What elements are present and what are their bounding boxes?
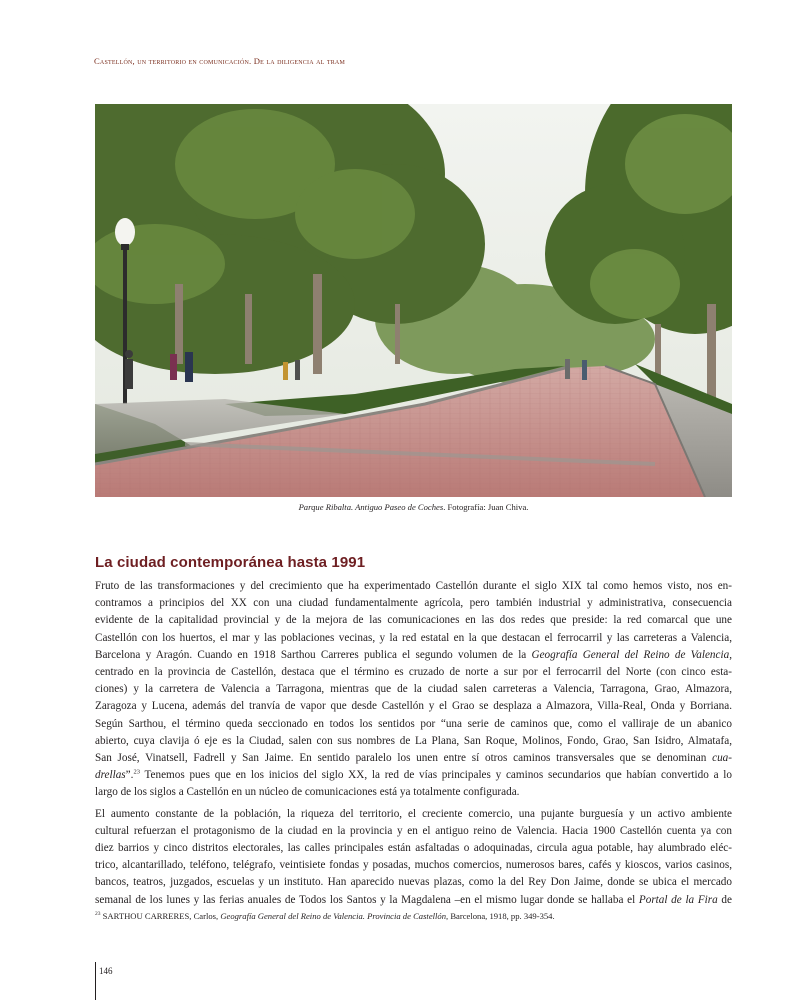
- page-number: 146: [99, 966, 113, 976]
- text-line: bancos, teatros, juzgados, escuelas y un instituto. Han aparecido nuevas plazas, como la del Rey Don Jaime, donde se ubica el mercado: [95, 876, 732, 889]
- footnote: [95, 911, 732, 921]
- text-line: Castellón con los huertos, el mar y las poblaciones vecinas, y la red estatal en la que destacan el ferrocarril y las carreteras a Valencia,: [95, 631, 732, 644]
- text-line: El aumento constante de la población, la riqueza del territorio, el creciente comercio, una pujante burguesía y un activo ambiente: [95, 807, 732, 820]
- footnote-rest: , Barcelona, 1918, pp. 349-354.: [446, 911, 555, 921]
- text-line: [95, 892, 732, 909]
- italic-term: cua-: [712, 752, 732, 765]
- caption-credit: . Fotografía: Juan Chiva.: [443, 502, 529, 512]
- text-line: diez barrios y cinco distritos electorales, las calles principales están asfaltadas o adoquinadas, circula agua potable, hay alumbrado eléc-: [95, 842, 732, 855]
- book-title: Geografía General del Reino de Valencia: [531, 648, 730, 661]
- footnote-number: 23: [95, 911, 101, 918]
- text-segment: Barcelona y Aragón. Cuando en 1918 Sarthou Carreres publica el segundo volumen de la: [95, 648, 532, 661]
- text-line: cultural refuerzan el protagonismo de la ciudad en la provincia y en el antiguo reino de Valencia. Hacia 1900 Castellón cuenta ya con: [95, 824, 732, 837]
- text-line: Según Sarthou, el término queda seccionado en todos los sentidos por “una serie de caminos que, como el valliraje de un abanico: [95, 717, 732, 730]
- text-segment: semanal de los lunes y las ferias anuales de Todos los Santos y la Magdalena –en el mismo lugar donde se hallaba el: [95, 893, 639, 906]
- text-segment: Tenemos pues que en los inicios del siglo XX, la red de vías principales y caminos secundarios que habían convertido a lo: [139, 769, 732, 782]
- promenade-illustration: [95, 104, 732, 497]
- text-segment: ”.: [125, 769, 134, 782]
- text-line: evidente de la capitalidad provincial y de la mejora de las comunicaciones en las dos redes que preside: la red comarcal que une: [95, 614, 732, 627]
- text-line: Zaragoza y Lucena, además del tranvía de vapor que desde Castellón y el Grao se desplaza a Almazora, Villa-Real, Onda y Borriana.: [95, 700, 732, 713]
- photo-caption: [95, 502, 732, 512]
- footnote-author: SARTHOU CARRERES, Carlos,: [100, 911, 221, 921]
- text-line: trico, alcantarillado, teléfono, telégrafo, veintisiete fondas y posadas, muchos comercios, numerosos bares, cafés y kioscos, varios casinos,: [95, 859, 732, 872]
- text-segment: ,: [729, 648, 732, 661]
- text-line: centrado en la provincia de Castellón, destaca que el término es cruzado de norte a sur por el ferrocarril del Norte (con cinco esta-: [95, 666, 732, 679]
- text-line: ciones) y la carretera de Valencia a Tarragona, mientras que de la ciudad salen carreteras a Valencia, Tarragona, Grao, Almazora,: [95, 683, 732, 696]
- page-number-rule: [95, 962, 96, 1000]
- section-heading: La ciudad contemporánea hasta 1991: [95, 554, 366, 571]
- text-segment: de: [717, 893, 732, 906]
- paragraph-2: [95, 806, 732, 909]
- text-line: abierto, cuya clavija ó eje es la Ciudad, salen con sus nombres de La Plana, San Roque, Molinos, Fondo, Grao, San Isidro, Almatafa,: [95, 734, 732, 747]
- caption-title: Parque Ribalta. Antiguo Paseo de Coches: [298, 502, 444, 512]
- italic-term: drellas: [95, 769, 126, 782]
- text-segment: San José, Vinatsell, Fadrell y San Jaime. En sentido paralelo los unen entre sí otros caminos transversales que se denominan: [95, 752, 713, 765]
- footnote-ref[interactable]: 23: [133, 768, 140, 776]
- park-photo: [95, 104, 732, 497]
- text-line: [95, 750, 732, 767]
- text-line: contramos a principios del XX con una ciudad fundamentalmente agrícola, pero también industrial y administrativa, consecuencia: [95, 597, 732, 610]
- text-line: [95, 767, 732, 784]
- italic-term: Portal de la Fira: [638, 893, 718, 906]
- text-line: largo de los siglos a Castellón en un núcleo de comunicaciones está ya totalmente configurada.: [95, 786, 520, 799]
- running-header: Castellón, un territorio en comunicación. De la diligencia al tram: [94, 56, 345, 66]
- paragraph-1: [95, 578, 732, 802]
- text-line: [95, 647, 732, 664]
- text-line: Fruto de las transformaciones y del crecimiento que ha experimentado Castellón durante el siglo XIX tal como hemos visto, nos en-: [95, 580, 732, 592]
- footnote-title: Geografía General del Reino de Valencia. Provincia de Castellón: [220, 911, 447, 921]
- body-text: [95, 578, 732, 913]
